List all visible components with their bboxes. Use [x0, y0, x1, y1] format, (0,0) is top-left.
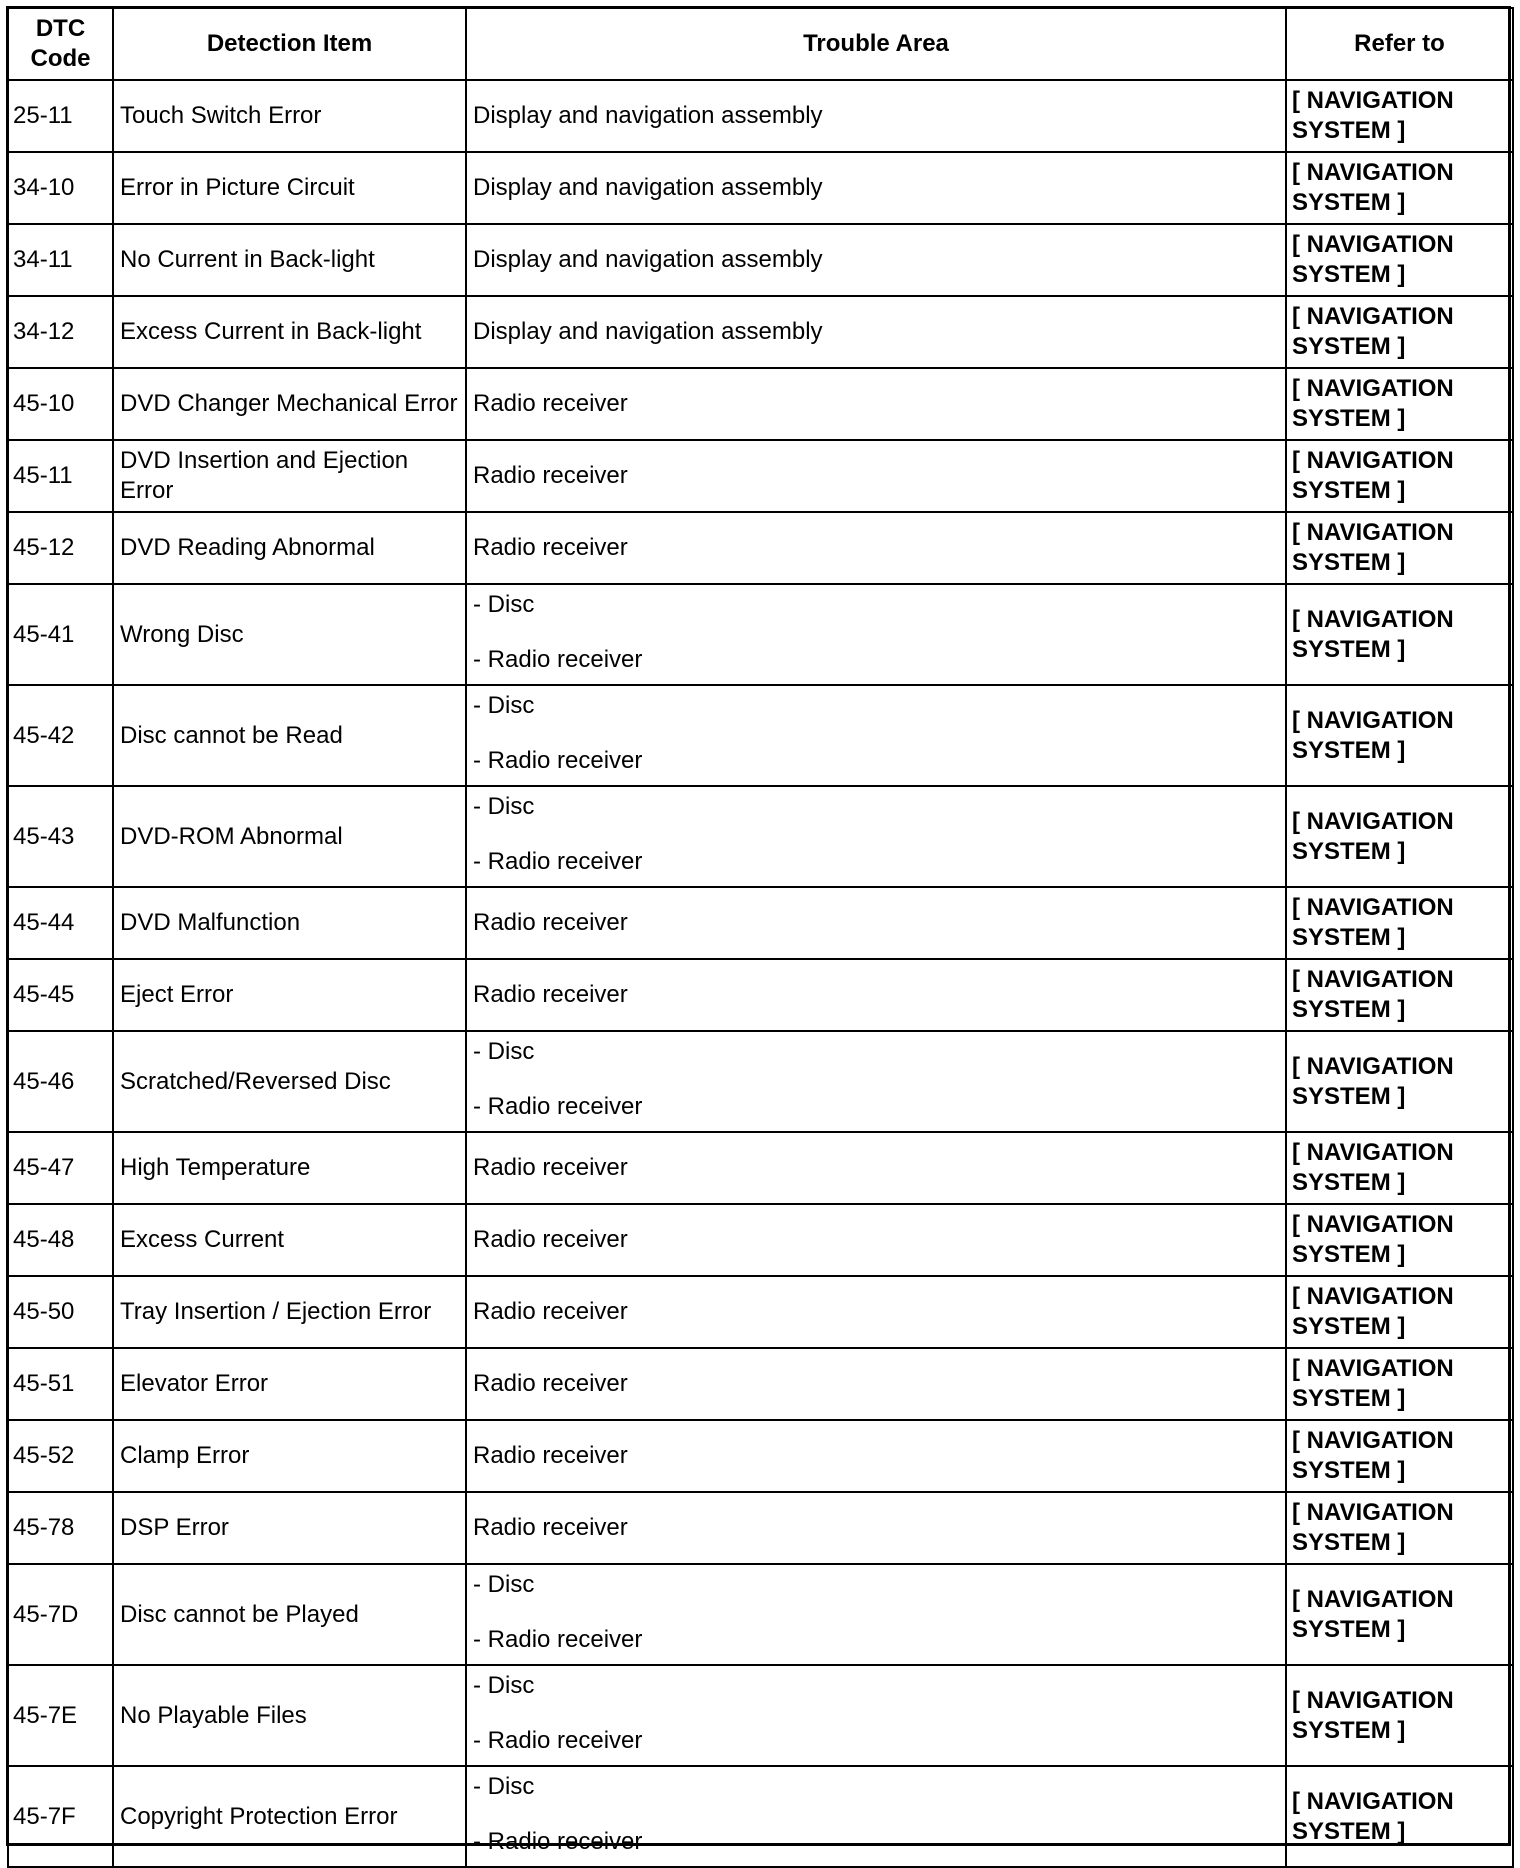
dtc-code-cell: 45-46	[8, 1031, 113, 1132]
trouble-area-cell	[466, 584, 1286, 685]
detection-item-cell: Clamp Error	[113, 1420, 466, 1492]
detection-item-cell: Error in Picture Circuit	[113, 152, 466, 224]
table-row	[8, 1204, 1513, 1276]
trouble-area-line: - Radio receiver	[473, 1727, 643, 1754]
dtc-code-cell: 45-51	[8, 1348, 113, 1420]
trouble-area-cell	[466, 786, 1286, 887]
detection-item-cell: DVD Changer Mechanical Error	[113, 368, 466, 440]
trouble-area-cell	[466, 685, 1286, 786]
trouble-area-cell: Radio receiver	[466, 368, 1286, 440]
refer-to-cell: [ NAVIGATION SYSTEM ]	[1286, 440, 1513, 512]
header-trouble-area: Trouble Area	[466, 8, 1286, 80]
detection-item-cell: Disc cannot be Read	[113, 685, 466, 786]
header-row	[8, 8, 1513, 80]
table-row	[8, 959, 1513, 1031]
trouble-area-cell	[466, 1665, 1286, 1766]
dtc-code-cell: 45-41	[8, 584, 113, 685]
table-row	[8, 584, 1513, 685]
detection-item-cell: Eject Error	[113, 959, 466, 1031]
detection-item-cell: DVD Reading Abnormal	[113, 512, 466, 584]
detection-item-cell: Tray Insertion / Ejection Error	[113, 1276, 466, 1348]
detection-item-cell: No Current in Back-light	[113, 224, 466, 296]
dtc-code-cell: 45-50	[8, 1276, 113, 1348]
detection-item-cell: Elevator Error	[113, 1348, 466, 1420]
detection-item-cell: High Temperature	[113, 1132, 466, 1204]
detection-item-cell: DVD Malfunction	[113, 887, 466, 959]
table-row	[8, 887, 1513, 959]
table-row	[8, 368, 1513, 440]
trouble-area-cell: Radio receiver	[466, 440, 1286, 512]
trouble-area-line: - Disc	[473, 591, 535, 618]
detection-item-cell: DVD-ROM Abnormal	[113, 786, 466, 887]
trouble-area-cell: Radio receiver	[466, 887, 1286, 959]
detection-item-cell: Copyright Protection Error	[113, 1766, 466, 1867]
refer-to-cell: [ NAVIGATION SYSTEM ]	[1286, 1276, 1513, 1348]
refer-to-cell: [ NAVIGATION SYSTEM ]	[1286, 1420, 1513, 1492]
refer-to-cell: [ NAVIGATION SYSTEM ]	[1286, 368, 1513, 440]
refer-to-cell: [ NAVIGATION SYSTEM ]	[1286, 584, 1513, 685]
header-dtc-code: DTC Code	[8, 8, 113, 80]
header-detection-item: Detection Item	[113, 8, 466, 80]
dtc-code-cell: 25-11	[8, 80, 113, 152]
detection-item-cell: Wrong Disc	[113, 584, 466, 685]
dtc-code-cell: 45-48	[8, 1204, 113, 1276]
dtc-code-cell: 45-7D	[8, 1564, 113, 1665]
trouble-area-cell: Radio receiver	[466, 959, 1286, 1031]
trouble-area-line: - Radio receiver	[473, 1626, 643, 1653]
refer-to-cell: [ NAVIGATION SYSTEM ]	[1286, 1665, 1513, 1766]
trouble-area-line: - Disc	[473, 692, 535, 719]
detection-item-cell: Excess Current	[113, 1204, 466, 1276]
detection-item-cell: DSP Error	[113, 1492, 466, 1564]
refer-to-cell: [ NAVIGATION SYSTEM ]	[1286, 1204, 1513, 1276]
dtc-code-cell: 45-7F	[8, 1766, 113, 1867]
table-row	[8, 1348, 1513, 1420]
table-row	[8, 786, 1513, 887]
trouble-area-line: - Disc	[473, 793, 535, 820]
trouble-area-cell: Radio receiver	[466, 1348, 1286, 1420]
trouble-area-cell	[466, 1031, 1286, 1132]
trouble-area-line: - Radio receiver	[473, 848, 643, 875]
detection-item-cell: Touch Switch Error	[113, 80, 466, 152]
table-row	[8, 685, 1513, 786]
refer-to-cell: [ NAVIGATION SYSTEM ]	[1286, 1348, 1513, 1420]
dtc-code-cell: 45-52	[8, 1420, 113, 1492]
refer-to-cell: [ NAVIGATION SYSTEM ]	[1286, 685, 1513, 786]
trouble-area-cell: Radio receiver	[466, 1132, 1286, 1204]
table-row	[8, 224, 1513, 296]
trouble-area-cell: Radio receiver	[466, 1276, 1286, 1348]
dtc-table	[7, 7, 1514, 1868]
trouble-area-cell: Display and navigation assembly	[466, 296, 1286, 368]
table-row	[8, 1492, 1513, 1564]
trouble-area-line: - Radio receiver	[473, 1828, 643, 1855]
dtc-code-cell: 45-11	[8, 440, 113, 512]
table-row	[8, 1665, 1513, 1766]
trouble-area-cell: Display and navigation assembly	[466, 224, 1286, 296]
detection-item-cell: Disc cannot be Played	[113, 1564, 466, 1665]
refer-to-cell: [ NAVIGATION SYSTEM ]	[1286, 1031, 1513, 1132]
table-row	[8, 1420, 1513, 1492]
trouble-area-line: - Radio receiver	[473, 747, 643, 774]
refer-to-cell: [ NAVIGATION SYSTEM ]	[1286, 1132, 1513, 1204]
dtc-code-cell: 34-12	[8, 296, 113, 368]
refer-to-cell: [ NAVIGATION SYSTEM ]	[1286, 512, 1513, 584]
trouble-area-cell: Display and navigation assembly	[466, 152, 1286, 224]
trouble-area-line: - Radio receiver	[473, 1093, 643, 1120]
trouble-area-line: - Disc	[473, 1773, 535, 1800]
table-row	[8, 1276, 1513, 1348]
refer-to-cell: [ NAVIGATION SYSTEM ]	[1286, 1492, 1513, 1564]
table-row	[8, 1031, 1513, 1132]
trouble-area-cell	[466, 1564, 1286, 1665]
dtc-code-cell: 45-45	[8, 959, 113, 1031]
dtc-code-cell: 45-78	[8, 1492, 113, 1564]
trouble-area-cell: Radio receiver	[466, 512, 1286, 584]
refer-to-cell: [ NAVIGATION SYSTEM ]	[1286, 224, 1513, 296]
trouble-area-cell: Radio receiver	[466, 1420, 1286, 1492]
refer-to-cell: [ NAVIGATION SYSTEM ]	[1286, 152, 1513, 224]
table-row	[8, 512, 1513, 584]
refer-to-cell: [ NAVIGATION SYSTEM ]	[1286, 887, 1513, 959]
table-row	[8, 152, 1513, 224]
dtc-code-cell: 34-10	[8, 152, 113, 224]
dtc-code-cell: 45-47	[8, 1132, 113, 1204]
refer-to-cell: [ NAVIGATION SYSTEM ]	[1286, 1564, 1513, 1665]
dtc-code-cell: 45-10	[8, 368, 113, 440]
trouble-area-cell: Display and navigation assembly	[466, 80, 1286, 152]
dtc-code-cell: 45-7E	[8, 1665, 113, 1766]
table-row	[8, 440, 1513, 512]
dtc-code-cell: 45-43	[8, 786, 113, 887]
trouble-area-line: - Disc	[473, 1038, 535, 1065]
trouble-area-line: - Disc	[473, 1571, 535, 1598]
table-row	[8, 1564, 1513, 1665]
refer-to-cell: [ NAVIGATION SYSTEM ]	[1286, 80, 1513, 152]
trouble-area-cell: Radio receiver	[466, 1492, 1286, 1564]
refer-to-cell: [ NAVIGATION SYSTEM ]	[1286, 959, 1513, 1031]
table-body	[8, 80, 1513, 1867]
dtc-code-cell: 45-42	[8, 685, 113, 786]
refer-to-cell: [ NAVIGATION SYSTEM ]	[1286, 786, 1513, 887]
trouble-area-line: - Radio receiver	[473, 646, 643, 673]
trouble-area-line: - Disc	[473, 1672, 535, 1699]
detection-item-cell: Scratched/Reversed Disc	[113, 1031, 466, 1132]
refer-to-cell: [ NAVIGATION SYSTEM ]	[1286, 1766, 1513, 1867]
table-row	[8, 80, 1513, 152]
header-refer-to: Refer to	[1286, 8, 1513, 80]
detection-item-cell: Excess Current in Back-light	[113, 296, 466, 368]
detection-item-cell: No Playable Files	[113, 1665, 466, 1766]
table-row	[8, 296, 1513, 368]
dtc-code-cell: 34-11	[8, 224, 113, 296]
table-row	[8, 1132, 1513, 1204]
dtc-code-cell: 45-44	[8, 887, 113, 959]
refer-to-cell: [ NAVIGATION SYSTEM ]	[1286, 296, 1513, 368]
detection-item-cell: DVD Insertion and Ejection Error	[113, 440, 466, 512]
trouble-area-cell: Radio receiver	[466, 1204, 1286, 1276]
dtc-code-cell: 45-12	[8, 512, 113, 584]
